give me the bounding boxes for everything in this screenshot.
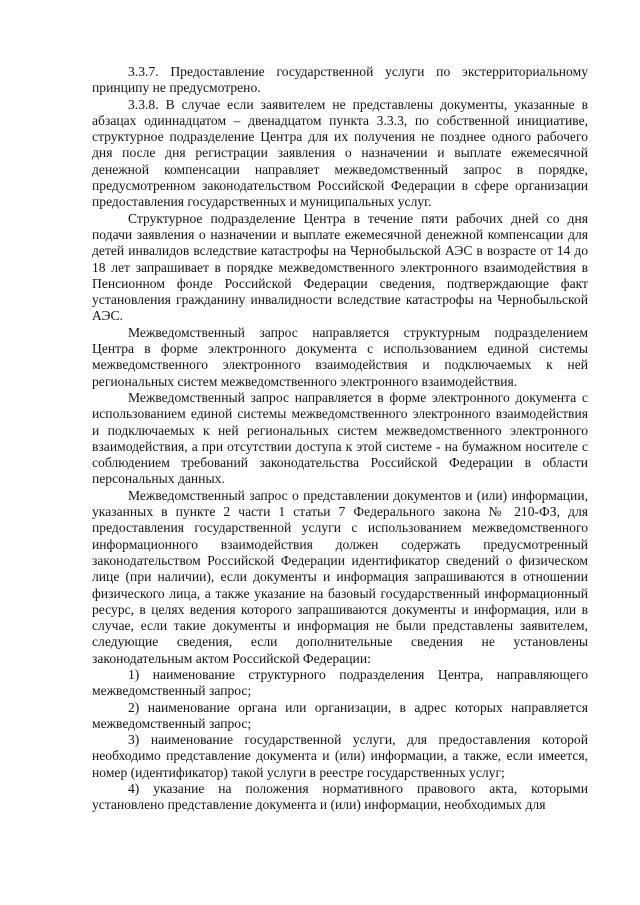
paragraph-interagency-request-electronic: Межведомственный запрос направляется структурным подразделением Центра в форме электронного документа с использованием единой системы межведомственного электронного взаимодействия и подключаемых к ней региональных систем межведомственного электронного взаимодействия.	[92, 324, 588, 389]
paragraph-interagency-request-content: Межведомственный запрос о представлении документов и (или) информации, указанных в пункте 2 части 1 статьи 7 Федерального закона № 210-ФЗ, для предоставления государственной услуги с использованием межведомственного информационного взаимодействия должен содержать предусмотренный законодательством Российской Федерации идентификатор сведений о физическом лице (при наличии), если документы и информация запрашиваются в отношении физического лица, а также указание на базовый государственный информационный ресурс, в целях ведения которого запрашиваются документы и информация, или в случае, если такие документы и информация не были представлены заявителем, следующие сведения, если дополнительные сведения не установлены законодательным актом Российской Федерации:	[92, 487, 588, 666]
paragraph-3-3-8: 3.3.8. В случае если заявителем не представлены документы, указанные в абзацах одиннадцатом – двенадцатом пункта 3.3.3, по собственной инициативе, структурное подразделение Центра для их получения не позднее одного рабочего дня после дня регистрации заявления о назначении и выплате ежемесячной денежной компенсации направляет межведомственный запрос в порядке, предусмотренном законодательством Российской Федерации в сфере организации предоставления государственных и муниципальных услуг.	[92, 96, 588, 210]
list-item-4: 4) указание на положения нормативного правового акта, которыми установлено представление документа и (или) информации, необходимых для	[92, 781, 588, 813]
document-body	[92, 64, 588, 814]
list-item-3: 3) наименование государственной услуги, для предоставления которой необходимо представление документа и (или) информации, а также, если имеется, номер (идентификатор) такой услуги в реестре государственных услуг;	[92, 732, 588, 780]
list-item-2: 2) наименование органа или организации, в адрес которых направляется межведомственный запрос;	[92, 699, 588, 731]
list-item-1: 1) наименование структурного подразделения Центра, направляющего межведомственный запрос;	[92, 666, 588, 699]
paragraph-structural-unit-request: Структурное подразделение Центра в течение пяти рабочих дней со дня подачи заявления о назначении и выплате ежемесячной денежной компенсации для детей инвалидов вследствие катастрофы на Чернобыльской АЭС в возрасте от 14 до 18 лет запрашивает в порядке межведомственного электронного взаимодействия в Пенсионном фонде Российской Федерации сведения, подтверждающие факт установления гражданину инвалидности вследствие катастрофы на Чернобыльской АЭС.	[92, 210, 588, 324]
paragraph-interagency-request-paper: Межведомственный запрос направляется в форме электронного документа с использованием единой системы межведомственного электронного взаимодействия и подключаемых к ней региональных систем межведомственного электронного взаимодействия, а при отсутствии доступа к этой системе - на бумажном носителе с соблюдением требований законодательства Российской Федерации в области персональных данных.	[92, 389, 588, 487]
paragraph-3-3-7: 3.3.7. Предоставление государственной услуги по экстерриториальному принципу не предусмотрено.	[92, 64, 588, 96]
